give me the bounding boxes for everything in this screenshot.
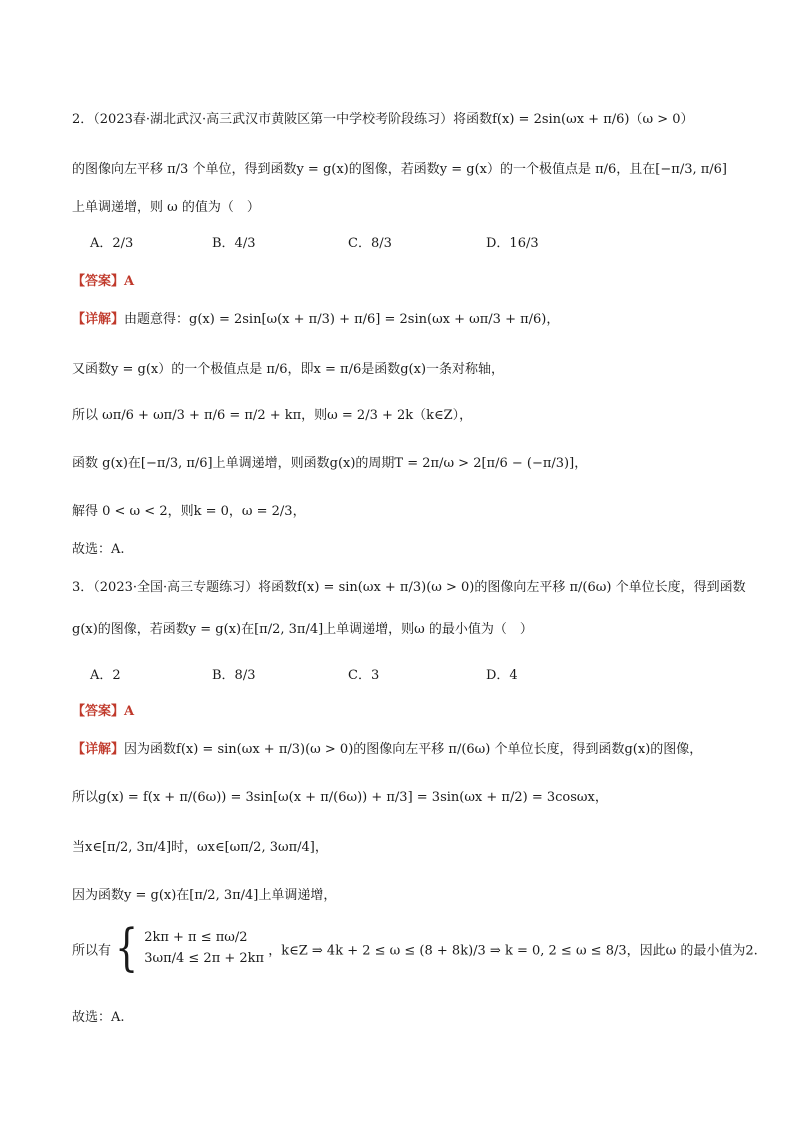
q2-detail-1-text: 由题意得：g(x) = 2sin[ω(x + π/3) + π/6] = 2sin(ωx + ωπ/3 + π/6)， (124, 312, 560, 327)
system-row-1: 2kπ + π ≤ πω/2 (144, 930, 248, 945)
q2-detail-1 (72, 308, 559, 327)
q3-detail-5-suffix: ，k∈Z ⇒ 4k + 2 ≤ ω ≤ (8 + 8k)/3 ⇒ k = 0, 2 ≤ ω ≤ 8/3，因此ω 的最小值为2. (268, 943, 758, 959)
q3-option-b: B．8/3 (212, 668, 256, 683)
q3-stem-line1: 3．（2023·全国·高三专题练习）将函数f(x) = sin(ωx + π/3)(ω > 0)的图像向左平移 π/(6ω) 个单位长度，得到函数 (72, 580, 746, 595)
q2-detail-2: 又函数y = g(x）的一个极值点是 π/6，即x = π/6是函数g(x)一条对称轴， (72, 362, 505, 377)
q2-detail-3: 所以 ωπ/6 + ωπ/3 + π/6 = π/2 + kπ，则ω = 2/3 + 2k（k∈Z）， (72, 408, 473, 423)
q3-detail-5 (72, 919, 758, 977)
q3-detail-3: 当x∈[π/2, 3π/4]时，ωx∈[ωπ/2, 3ωπ/4]， (72, 840, 328, 855)
q2-stem-line1: 2．（2023春·湖北武汉·高三武汉市黄陂区第一中学校考阶段练习）将函数f(x) = 2sin(ωx + π/6)（ω > 0） (72, 112, 694, 127)
q3-detail-label: 【详解】 (72, 742, 125, 757)
q2-stem-line2: 的图像向左平移 π/3 个单位，得到函数y = g(x)的图像，若函数y = g(x）的一个极值点是 π/6，且在[−π/3, π/6] (72, 162, 728, 177)
q3-detail-1 (72, 738, 702, 757)
q3-option-d: D．4 (486, 668, 518, 683)
q2-option-a: A．2/3 (90, 236, 134, 251)
inequality-system (144, 928, 264, 970)
q2-detail-label: 【详解】 (72, 312, 125, 327)
q2-answer: 【答案】A (72, 274, 135, 289)
q3-option-a: A．2 (90, 668, 121, 683)
q2-option-d: D．16/3 (486, 236, 539, 251)
q3-choice: 故选：A. (72, 1010, 125, 1025)
system-row-2: 3ωπ/4 ≤ 2π + 2kπ (144, 950, 265, 966)
q2-detail-5: 解得 0 < ω < 2，则k = 0，ω = 2/3， (72, 504, 306, 519)
q3-stem-line2: g(x)的图像，若函数y = g(x)在[π/2, 3π/4]上单调递增，则ω 的最小值为（ ） (72, 622, 533, 637)
q3-detail-2: 所以g(x) = f(x + π/(6ω)) = 3sin[ω(x + π/(6ω)) + π/3] = 3sin(ωx + π/2) = 3cosωx， (72, 790, 608, 805)
q2-detail-4: 函数 g(x)在[−π/3, π/6]上单调递增，则函数g(x)的周期T = 2π/ω > 2[π/6 − (−π/3)]， (72, 456, 588, 471)
q3-option-c: C．3 (348, 668, 380, 683)
q2-option-b: B．4/3 (212, 236, 256, 251)
q3-detail-1-text: 因为函数f(x) = sin(ωx + π/3)(ω > 0)的图像向左平移 π/(6ω) 个单位长度，得到函数g(x)的图像， (124, 742, 703, 757)
q2-choice: 故选：A. (72, 542, 125, 557)
q3-detail-5-prefix: 所以有 (72, 943, 112, 959)
q2-stem-line3: 上单调递增，则 ω 的值为（ ） (72, 200, 260, 215)
left-brace: { (115, 919, 139, 977)
q2-option-c: C．8/3 (348, 236, 392, 251)
q3-detail-4: 因为函数y = g(x)在[π/2, 3π/4]上单调递增， (72, 888, 337, 903)
q3-answer: 【答案】A (72, 704, 135, 719)
